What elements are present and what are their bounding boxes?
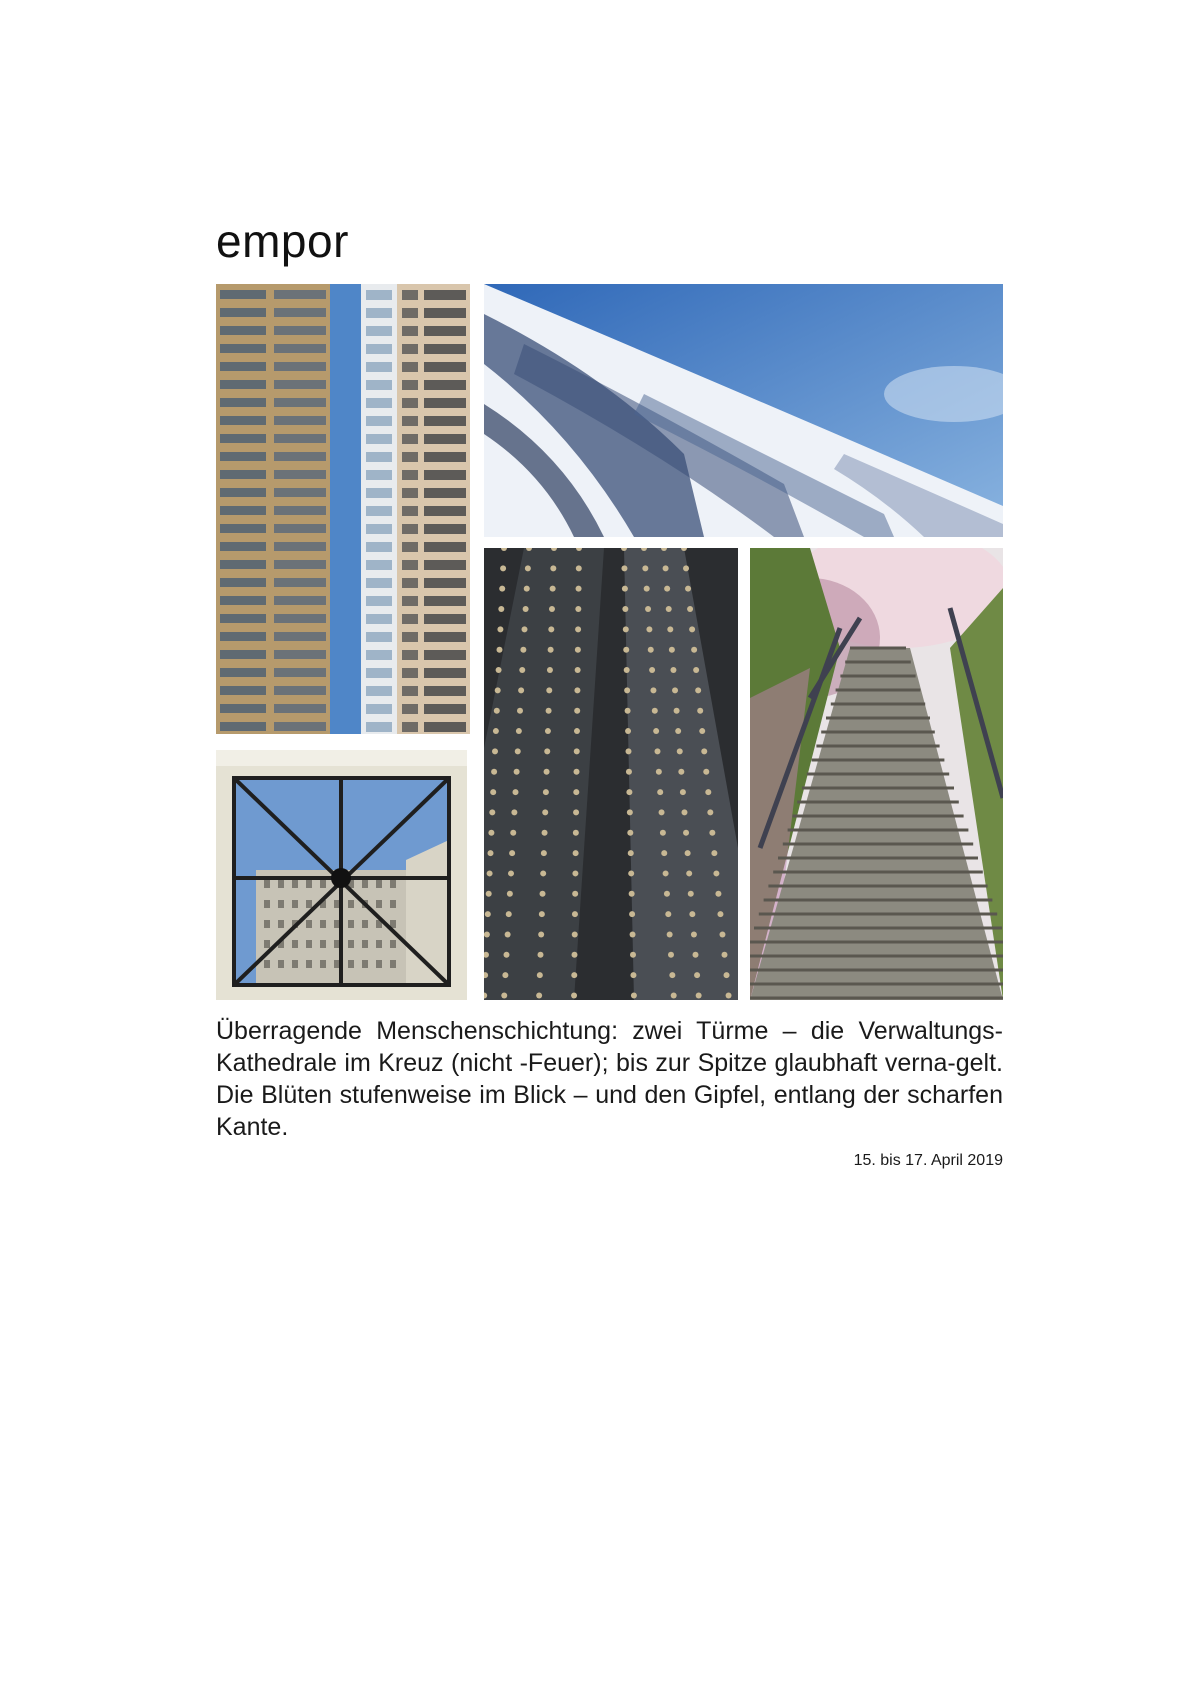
photo-towers-image bbox=[216, 284, 470, 734]
photo-stairs bbox=[750, 548, 1003, 1000]
caption-text: Überragende Menschenschichtung: zwei Türme – die Verwaltungs-Kathedrale im Kreuz (nicht -Feuer); bis zur Spitze glaubhaft verna-gelt. Die Blüten stufenweise im Blick – und den Gipfel, entlang der scharfen Kante. bbox=[216, 1017, 1003, 1141]
photo-towers bbox=[216, 284, 470, 734]
photo-mountain bbox=[484, 284, 1003, 537]
photo-skylight-image bbox=[216, 750, 467, 1000]
photo-rivets bbox=[484, 548, 738, 1000]
photo-skylight bbox=[216, 750, 467, 1000]
date-label: 15. bis 17. April 2019 bbox=[853, 1152, 1003, 1169]
page-title: empor bbox=[216, 215, 349, 267]
photo-stairs-image bbox=[750, 548, 1003, 1000]
photo-mountain-image bbox=[484, 284, 1003, 537]
photo-rivets-image bbox=[484, 548, 738, 1000]
